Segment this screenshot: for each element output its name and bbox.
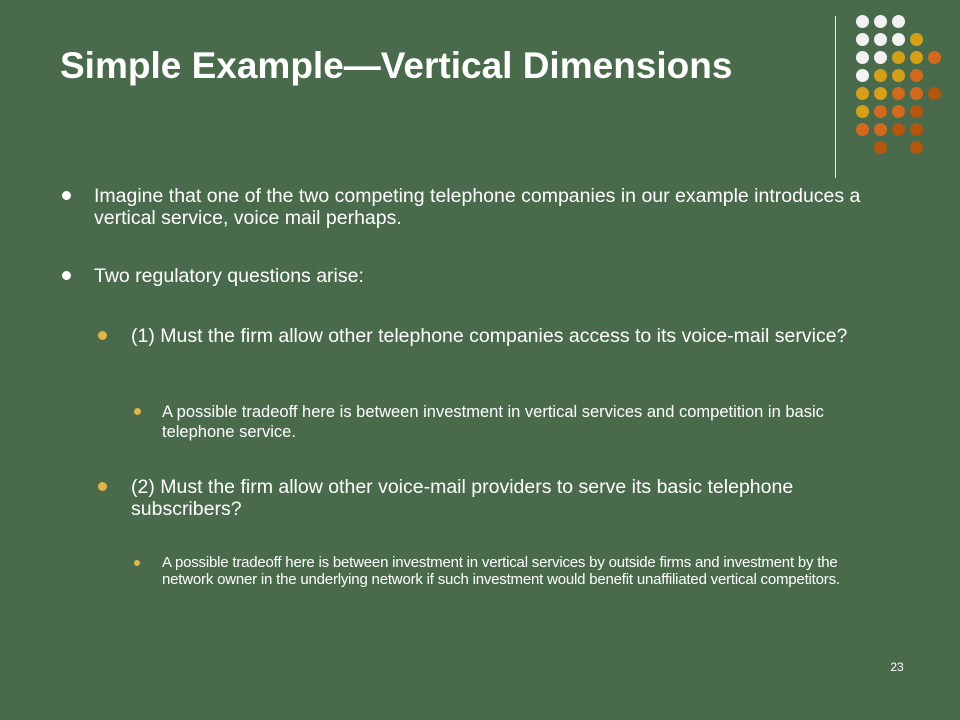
bullet-icon <box>98 482 107 491</box>
bullet-text: Two regulatory questions arise: <box>94 265 364 287</box>
decorative-dot <box>910 87 923 100</box>
decorative-dot <box>892 87 905 100</box>
decorative-dot <box>874 87 887 100</box>
decorative-dot <box>892 123 905 136</box>
bullet-text: (2) Must the firm allow other voice-mail providers to serve its basic telephone subscribers? <box>131 476 794 520</box>
decorative-dot <box>910 105 923 118</box>
bullet-text: A possible tradeoff here is between investment in vertical services by outside firms and investment by the network owner in the underlying network if such investment would benefit unaffiliated vertical competitors. <box>162 554 840 588</box>
decorative-dot <box>910 141 923 154</box>
decorative-dot <box>892 51 905 64</box>
bullet-text: (1) Must the firm allow other telephone companies access to its voice-mail service? <box>131 325 848 347</box>
decorative-dot <box>892 33 905 46</box>
bullet-icon <box>62 271 71 280</box>
decorative-dot <box>892 15 905 28</box>
decorative-dot <box>928 87 941 100</box>
decorative-dot <box>856 123 869 136</box>
decorative-dot <box>856 51 869 64</box>
decorative-dot <box>910 123 923 136</box>
bullet-icon <box>98 331 107 340</box>
decorative-dot <box>892 69 905 82</box>
decorative-dot <box>910 51 923 64</box>
decorative-dot <box>910 33 923 46</box>
decorative-dot <box>856 69 869 82</box>
decorative-dot <box>856 15 869 28</box>
decorative-dot <box>910 69 923 82</box>
decorative-divider-line <box>835 16 836 178</box>
bullet-text: Imagine that one of the two competing telephone companies in our example introduces a vertical service, voice mail perhaps. <box>94 185 861 229</box>
decorative-dot <box>874 123 887 136</box>
bullet-icon <box>134 408 141 415</box>
decorative-dot <box>856 87 869 100</box>
slide-title: Simple Example—Vertical Dimensions <box>60 45 733 86</box>
decorative-dot-grid <box>0 0 960 200</box>
bullet-icon <box>134 560 140 566</box>
decorative-dot <box>856 33 869 46</box>
bullet-text: A possible tradeoff here is between investment in vertical services and competition in basic telephone service. <box>162 403 824 441</box>
page-number: 23 <box>890 660 904 674</box>
bullet-icon <box>62 191 71 200</box>
decorative-dot <box>874 69 887 82</box>
decorative-dot <box>874 51 887 64</box>
decorative-dot <box>874 33 887 46</box>
decorative-dot <box>874 141 887 154</box>
decorative-dot <box>928 51 941 64</box>
decorative-dot <box>874 105 887 118</box>
decorative-dot <box>856 105 869 118</box>
decorative-dot <box>892 105 905 118</box>
decorative-dot <box>874 15 887 28</box>
